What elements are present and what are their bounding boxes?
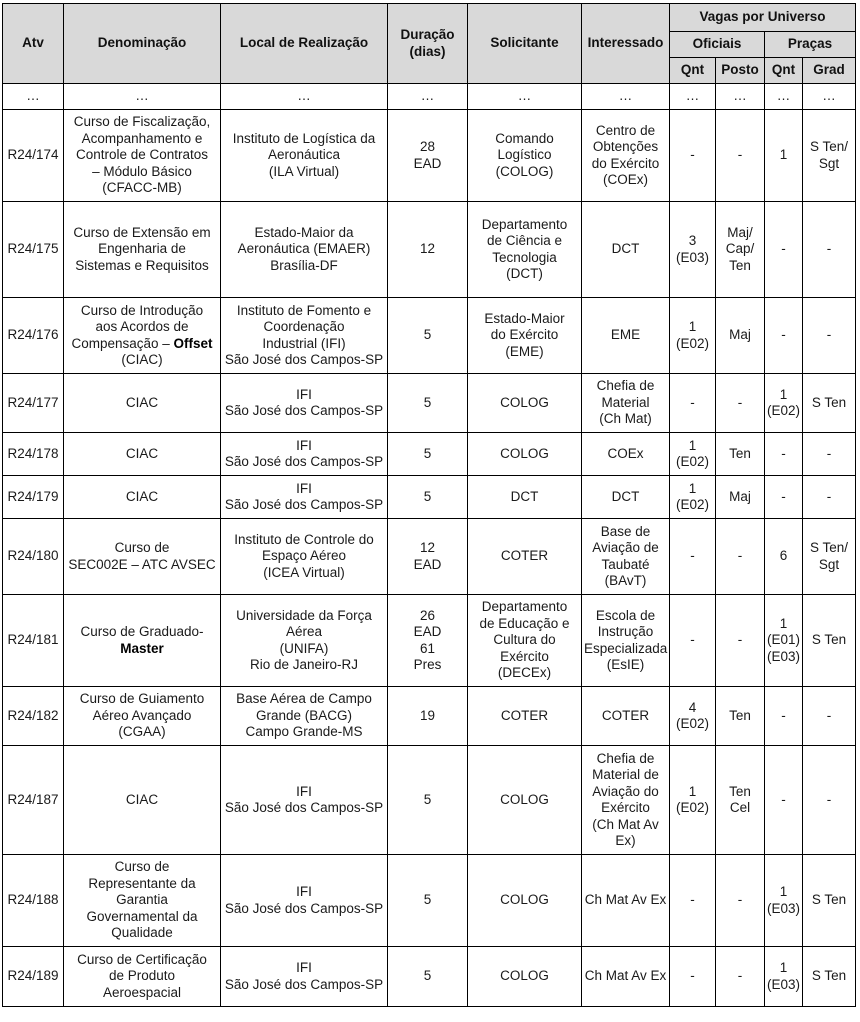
duracao-cell: 5: [388, 947, 468, 1007]
solicitante-cell: Estado-Maior do Exército (EME): [468, 298, 582, 374]
table-row: [3, 687, 856, 746]
duracao-cell: 5: [388, 298, 468, 374]
ellipsis-cell: …: [716, 84, 765, 110]
ellipsis-cell: …: [3, 84, 64, 110]
ellipsis-cell: …: [582, 84, 670, 110]
pracas-qnt-cell: -: [765, 746, 803, 855]
local-cell: IFI São José dos Campos-SP: [221, 374, 388, 433]
atv-cell: R24/175: [3, 202, 64, 298]
table-row: [3, 433, 856, 476]
atv-cell: R24/188: [3, 855, 64, 947]
solicitante-cell: COTER: [468, 687, 582, 746]
oficiais-qnt-cell: 1 (E02): [670, 476, 716, 519]
pracas-qnt-cell: 6: [765, 519, 803, 595]
denominacao-cell: Curso de Guiamento Aéreo Avançado (CGAA): [64, 687, 221, 746]
grad-cell: -: [803, 298, 856, 374]
header-duracao: Duração (dias): [388, 4, 468, 84]
oficiais-qnt-cell: 1 (E02): [670, 433, 716, 476]
grad-cell: S Ten: [803, 947, 856, 1007]
solicitante-cell: Departamento de Educação e Cultura do Exército (DECEx): [468, 595, 582, 687]
table-row: [3, 947, 856, 1007]
solicitante-cell: COLOG: [468, 433, 582, 476]
pracas-qnt-cell: 1 (E01) (E03): [765, 595, 803, 687]
local-cell: Instituto de Logística da Aeronáutica (ILA Virtual): [221, 110, 388, 202]
denominacao-cell: CIAC: [64, 476, 221, 519]
oficiais-qnt-cell: -: [670, 110, 716, 202]
table-row: [3, 374, 856, 433]
interessado-cell: Escola de Instrução Especializada (EsIE): [582, 595, 670, 687]
header-pracas-qnt: Qnt: [765, 58, 803, 84]
ellipsis-cell: …: [221, 84, 388, 110]
table-row: [3, 202, 856, 298]
posto-cell: -: [716, 595, 765, 687]
pracas-qnt-cell: -: [765, 433, 803, 476]
denominacao-cell: CIAC: [64, 374, 221, 433]
duracao-cell: 5: [388, 746, 468, 855]
grad-cell: -: [803, 433, 856, 476]
atv-cell: R24/178: [3, 433, 64, 476]
posto-cell: Maj: [716, 476, 765, 519]
atv-cell: R24/187: [3, 746, 64, 855]
duracao-cell: 5: [388, 476, 468, 519]
pracas-qnt-cell: 1 (E03): [765, 855, 803, 947]
duracao-cell: 5: [388, 855, 468, 947]
interessado-cell: Chefia de Material de Aviação do Exército (Ch Mat Av Ex): [582, 746, 670, 855]
posto-cell: Ten: [716, 433, 765, 476]
solicitante-cell: COLOG: [468, 855, 582, 947]
posto-cell: -: [716, 855, 765, 947]
grad-cell: S Ten: [803, 374, 856, 433]
ellipsis-row: [3, 84, 856, 110]
interessado-cell: Centro de Obtenções do Exército (COEx): [582, 110, 670, 202]
duracao-cell: 28 EAD: [388, 110, 468, 202]
atv-cell: R24/180: [3, 519, 64, 595]
denominacao-cell: Curso de Fiscalização, Acompanhamento e Controle de Contratos – Módulo Básico (CFACC-MB): [64, 110, 221, 202]
duracao-cell: 12 EAD: [388, 519, 468, 595]
atv-cell: R24/177: [3, 374, 64, 433]
pracas-qnt-cell: 1 (E03): [765, 947, 803, 1007]
duracao-cell: 12: [388, 202, 468, 298]
local-cell: Instituto de Fomento e Coordenação Industrial (IFI) São José dos Campos-SP: [221, 298, 388, 374]
denominacao-cell: Curso de Graduado- Master: [64, 595, 221, 687]
ellipsis-cell: …: [468, 84, 582, 110]
posto-cell: Ten: [716, 687, 765, 746]
header-atv: Atv: [3, 4, 64, 84]
atv-cell: R24/176: [3, 298, 64, 374]
posto-cell: -: [716, 519, 765, 595]
ellipsis-cell: …: [670, 84, 716, 110]
table-row: [3, 476, 856, 519]
denominacao-bold-term: Offset: [173, 335, 213, 351]
denominacao-cell: CIAC: [64, 433, 221, 476]
header-grad: Grad: [803, 58, 856, 84]
grad-cell: S Ten/ Sgt: [803, 110, 856, 202]
ellipsis-cell: …: [64, 84, 221, 110]
pracas-qnt-cell: -: [765, 476, 803, 519]
oficiais-qnt-cell: 3 (E03): [670, 202, 716, 298]
oficiais-qnt-cell: -: [670, 855, 716, 947]
interessado-cell: Chefia de Material (Ch Mat): [582, 374, 670, 433]
table-header: [3, 4, 856, 84]
atv-cell: R24/189: [3, 947, 64, 1007]
denominacao-cell: Curso de Extensão em Engenharia de Sistemas e Requisitos: [64, 202, 221, 298]
local-cell: Instituto de Controle do Espaço Aéreo (ICEA Virtual): [221, 519, 388, 595]
header-solicitante: Solicitante: [468, 4, 582, 84]
local-cell: Base Aérea de Campo Grande (BACG) Campo Grande-MS: [221, 687, 388, 746]
atv-cell: R24/174: [3, 110, 64, 202]
interessado-cell: COTER: [582, 687, 670, 746]
header-posto: Posto: [716, 58, 765, 84]
grad-cell: S Ten/ Sgt: [803, 519, 856, 595]
oficiais-qnt-cell: -: [670, 374, 716, 433]
table-row: [3, 746, 856, 855]
solicitante-cell: COLOG: [468, 947, 582, 1007]
ellipsis-cell: …: [765, 84, 803, 110]
local-cell: IFI São José dos Campos-SP: [221, 947, 388, 1007]
local-cell: IFI São José dos Campos-SP: [221, 433, 388, 476]
oficiais-qnt-cell: -: [670, 595, 716, 687]
pracas-qnt-cell: -: [765, 298, 803, 374]
posto-cell: Maj: [716, 298, 765, 374]
interessado-cell: Ch Mat Av Ex: [582, 855, 670, 947]
ellipsis-cell: …: [388, 84, 468, 110]
table-row: [3, 595, 856, 687]
posto-cell: -: [716, 110, 765, 202]
solicitante-cell: Departamento de Ciência e Tecnologia (DCT): [468, 202, 582, 298]
header-oficiais: Oficiais: [670, 32, 765, 58]
pracas-qnt-cell: -: [765, 202, 803, 298]
solicitante-cell: COLOG: [468, 746, 582, 855]
header-oficiais-qnt: Qnt: [670, 58, 716, 84]
interessado-cell: EME: [582, 298, 670, 374]
grad-cell: -: [803, 746, 856, 855]
atv-cell: R24/181: [3, 595, 64, 687]
header-denominacao: Denominação: [64, 4, 221, 84]
posto-cell: Maj/ Cap/ Ten: [716, 202, 765, 298]
atv-cell: R24/179: [3, 476, 64, 519]
grad-cell: S Ten: [803, 855, 856, 947]
denominacao-cell: Curso de Certificação de Produto Aeroespacial: [64, 947, 221, 1007]
table-row: [3, 855, 856, 947]
oficiais-qnt-cell: 4 (E02): [670, 687, 716, 746]
duracao-cell: 5: [388, 433, 468, 476]
oficiais-qnt-cell: 1 (E02): [670, 298, 716, 374]
pracas-qnt-cell: 1 (E02): [765, 374, 803, 433]
local-cell: IFI São José dos Campos-SP: [221, 746, 388, 855]
solicitante-cell: COTER: [468, 519, 582, 595]
interessado-cell: COEx: [582, 433, 670, 476]
header-local: Local de Realização: [221, 4, 388, 84]
header-pracas: Praças: [765, 32, 856, 58]
posto-cell: Ten Cel: [716, 746, 765, 855]
ellipsis-cell: …: [803, 84, 856, 110]
duracao-cell: 5: [388, 374, 468, 433]
table-row: [3, 110, 856, 202]
denominacao-cell: Curso de Introdução aos Acordos de Compensação – Offset (CIAC): [64, 298, 221, 374]
grad-cell: -: [803, 687, 856, 746]
pracas-qnt-cell: -: [765, 687, 803, 746]
oficiais-qnt-cell: 1 (E02): [670, 746, 716, 855]
posto-cell: -: [716, 374, 765, 433]
grad-cell: -: [803, 202, 856, 298]
atv-cell: R24/182: [3, 687, 64, 746]
table-row: [3, 298, 856, 374]
local-cell: IFI São José dos Campos-SP: [221, 476, 388, 519]
denominacao-cell: Curso de Representante da Garantia Governamental da Qualidade: [64, 855, 221, 947]
grad-cell: S Ten: [803, 595, 856, 687]
duracao-cell: 19: [388, 687, 468, 746]
solicitante-cell: Comando Logístico (COLOG): [468, 110, 582, 202]
table-row: [3, 519, 856, 595]
pracas-qnt-cell: 1: [765, 110, 803, 202]
interessado-cell: Ch Mat Av Ex: [582, 947, 670, 1007]
table-body: [3, 84, 856, 1007]
solicitante-cell: COLOG: [468, 374, 582, 433]
oficiais-qnt-cell: -: [670, 947, 716, 1007]
grad-cell: -: [803, 476, 856, 519]
denominacao-cell: CIAC: [64, 746, 221, 855]
duracao-cell: 26 EAD 61 Pres: [388, 595, 468, 687]
vagas-table: [2, 3, 856, 1007]
local-cell: IFI São José dos Campos-SP: [221, 855, 388, 947]
interessado-cell: DCT: [582, 202, 670, 298]
header-interessado: Interessado: [582, 4, 670, 84]
oficiais-qnt-cell: -: [670, 519, 716, 595]
interessado-cell: Base de Aviação de Taubaté (BAvT): [582, 519, 670, 595]
header-vagas-por-universo: Vagas por Universo: [670, 4, 856, 32]
solicitante-cell: DCT: [468, 476, 582, 519]
posto-cell: -: [716, 947, 765, 1007]
denominacao-bold-term: Master: [120, 640, 164, 656]
local-cell: Estado-Maior da Aeronáutica (EMAER) Brasília-DF: [221, 202, 388, 298]
denominacao-cell: Curso de SEC002E – ATC AVSEC: [64, 519, 221, 595]
local-cell: Universidade da Força Aérea (UNIFA) Rio de Janeiro-RJ: [221, 595, 388, 687]
interessado-cell: DCT: [582, 476, 670, 519]
